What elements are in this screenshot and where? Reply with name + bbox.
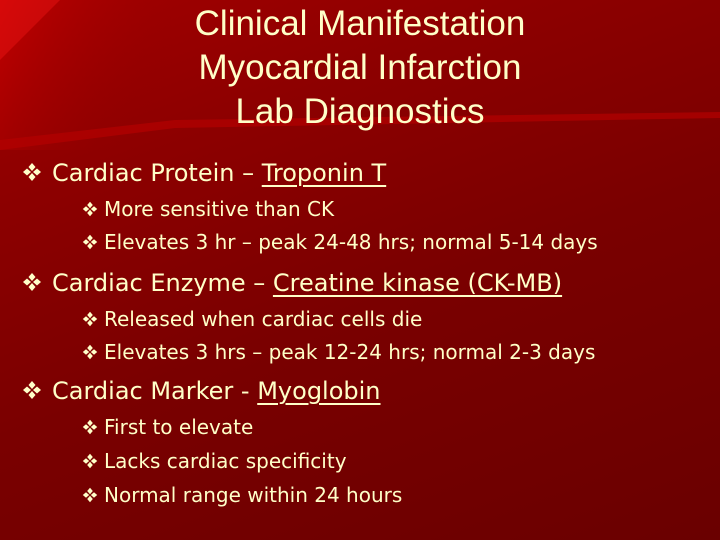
sub-bullet-text: Released when cardiac cells die bbox=[104, 307, 423, 331]
diamond-bullet-icon bbox=[22, 272, 42, 292]
sub-bullet-text: Normal range within 24 hours bbox=[104, 483, 403, 507]
sub-bullet-text: More sensitive than CK bbox=[104, 197, 335, 221]
sub-bullet bbox=[82, 306, 422, 332]
diamond-bullet-icon bbox=[82, 453, 98, 469]
sub-bullet bbox=[82, 414, 253, 440]
bullet-creatine-kinase bbox=[22, 268, 562, 298]
slide-title bbox=[100, 2, 620, 134]
sub-bullet bbox=[82, 196, 334, 222]
diamond-bullet-icon bbox=[82, 201, 98, 217]
sub-bullet-text: Lacks cardiac specificity bbox=[104, 449, 347, 473]
diamond-bullet-icon bbox=[82, 487, 98, 503]
bullet-prefix: Cardiac Protein – bbox=[52, 159, 262, 187]
diamond-bullet-icon bbox=[22, 162, 42, 182]
sub-bullet bbox=[82, 482, 402, 508]
title-line-3: Lab Diagnostics bbox=[235, 92, 485, 131]
bullet-prefix: Cardiac Marker - bbox=[52, 377, 258, 405]
title-line-2: Myocardial Infarction bbox=[198, 48, 522, 87]
sub-bullet-text: Elevates 3 hr – peak 24-48 hrs; normal 5-14 days bbox=[104, 230, 598, 254]
diamond-bullet-icon bbox=[82, 344, 98, 360]
bullet-term-link[interactable]: Creatine kinase (CK-MB) bbox=[272, 269, 563, 297]
diamond-bullet-icon bbox=[82, 234, 98, 250]
bullet-troponin bbox=[22, 158, 386, 188]
bullet-prefix: Cardiac Enzyme – bbox=[52, 269, 273, 297]
bullet-term-link[interactable]: Troponin T bbox=[261, 159, 387, 187]
bullet-myoglobin bbox=[22, 376, 381, 406]
bullet-term-link[interactable]: Myoglobin bbox=[257, 377, 381, 405]
sub-bullet bbox=[82, 448, 347, 474]
diamond-bullet-icon bbox=[22, 380, 42, 400]
sub-bullet bbox=[82, 339, 595, 365]
diamond-bullet-icon bbox=[82, 419, 98, 435]
sub-bullet-text: Elevates 3 hrs – peak 12-24 hrs; normal 2-3 days bbox=[104, 340, 596, 364]
diamond-bullet-icon bbox=[82, 311, 98, 327]
sub-bullet-text: First to elevate bbox=[104, 415, 254, 439]
sub-bullet bbox=[82, 229, 598, 255]
title-line-1: Clinical Manifestation bbox=[194, 4, 526, 43]
